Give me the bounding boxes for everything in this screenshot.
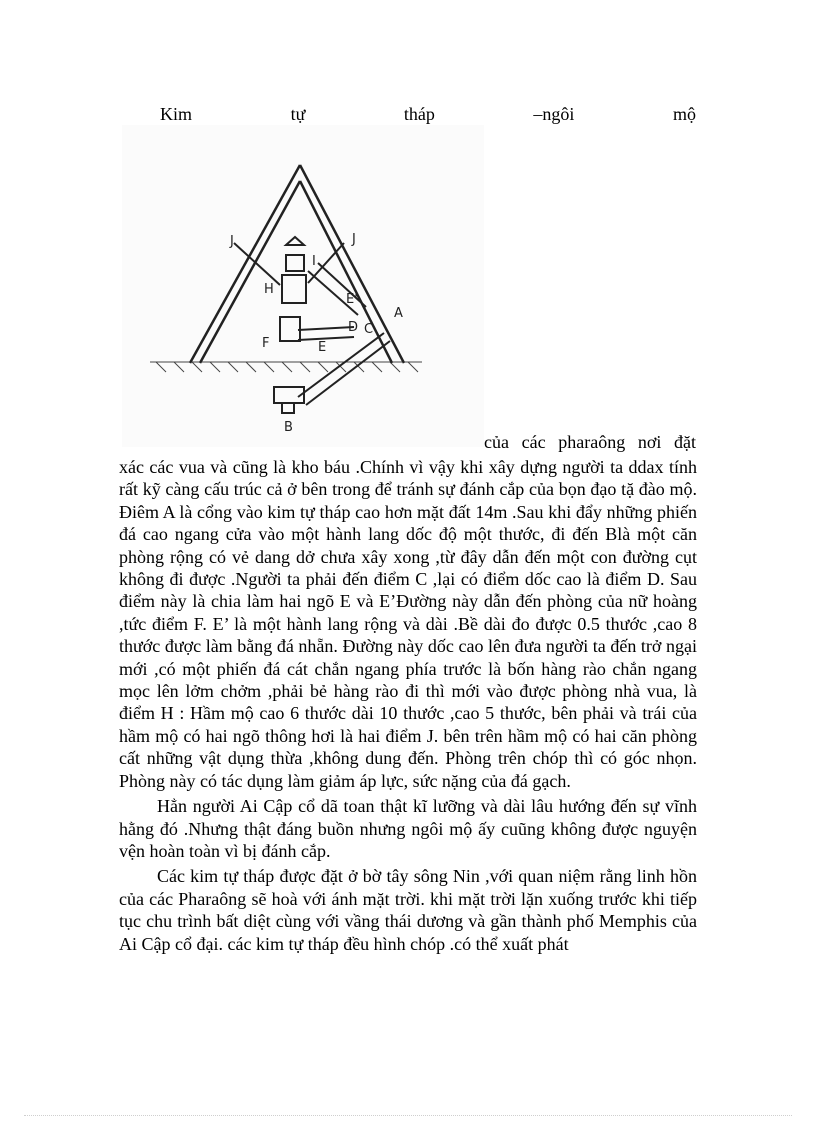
pyramid-cross-section-figure: [122, 125, 484, 447]
label-d: D: [348, 320, 359, 335]
label-j-right: J: [352, 232, 356, 247]
paragraph: Hẳn người Ai Cập cổ dã toan thật kĩ lưỡng và dài lâu hướng đến sự vĩnh hằng đó .Nhưng thật đáng buồn nhưng ngôi mộ ấy cuũng không được nguyện vện hoàn toàn vì bị đánh cắp.: [119, 796, 697, 861]
label-b: B: [284, 420, 293, 435]
label-a: A: [394, 306, 403, 321]
title-word: –ngôi: [533, 104, 575, 124]
title-line: [160, 104, 696, 125]
title-word: Kim: [160, 104, 193, 124]
page-footer-divider: [24, 1115, 792, 1116]
title-word: tự: [290, 104, 306, 124]
label-e: E: [318, 340, 327, 355]
paragraph: xác các vua và cũng là kho báu .Chính vì vậy khi xây dựng người ta ddax tính rất kỹ càng cấu trúc cả ở bên trong để tránh sự đánh cắp của bọn đạo tặ đào mộ. Điêm A là cổng vào kim tự tháp cao hơn mặt đất 14m .Sau khi đẩy những phiến đá cao ngang cửa vào một hành lang dốc độ một thước, đi đến Blà một căn phòng rộng có vẻ dang dở chưa xây xong ,từ đây dẫn đến một con đường cụt không đi được .Người ta phải đến điểm C ,lại có điểm dốc cao là điểm D. Sau điểm này là chia làm hai ngõ E và E’Đường này dẫn đến phòng của nữ hoàng ,tức điểm F. E’ là một hành lang rộng và dài .Bề dài đo được 0.5 thước ,cao 8 thước được làm bằng đá nhẵn. Đường này dốc cao lên đưa người ta đến trở ngại mới ,có một phiến đá cát chắn ngang phía trước là bốn hàng rào chắn ngang mọc lên lởm chởm ,phải bẻ hàng rào đi thì mới vào được phòng nhà vua, là điểm H : Hầm mộ cao 6 thước dài 10 thước ,cao 5 thước, bên phải và trái của hầm mộ có hai ngõ thông hơi là hai điểm J. bên trên hầm mộ có hai căn phòng cất những vật dụng thừa ,không dung đến. Phòng trên chóp thì có góc nhọn. Phòng này có tác dụng làm giảm áp lực, sức nặng của đá gạch.: [119, 457, 697, 791]
title-word: mộ: [672, 104, 696, 124]
body-text: [119, 456, 697, 958]
label-e-prime: E': [346, 292, 358, 307]
label-h: H: [264, 282, 274, 297]
label-i: I: [312, 254, 316, 269]
figure-trailing-text: của các pharaông nơi đặt: [484, 432, 696, 452]
label-c: C: [364, 322, 374, 337]
paragraph: Các kim tự tháp được đặt ở bờ tây sông Nin ,với quan niệm rằng linh hồn của các Pharaông sẽ hoà với ánh mặt trời. khi mặt trời lặn xuống trước khi tiếp tục chu trình bất diệt cùng với vầng thái dương và gần thành phố Memphis của Ai Cập cổ đại. các kim tự tháp đều hình chóp .có thể xuất phát: [119, 866, 697, 954]
label-f: F: [262, 336, 270, 351]
label-j-left: J: [230, 234, 234, 249]
title-word: tháp: [403, 104, 435, 124]
